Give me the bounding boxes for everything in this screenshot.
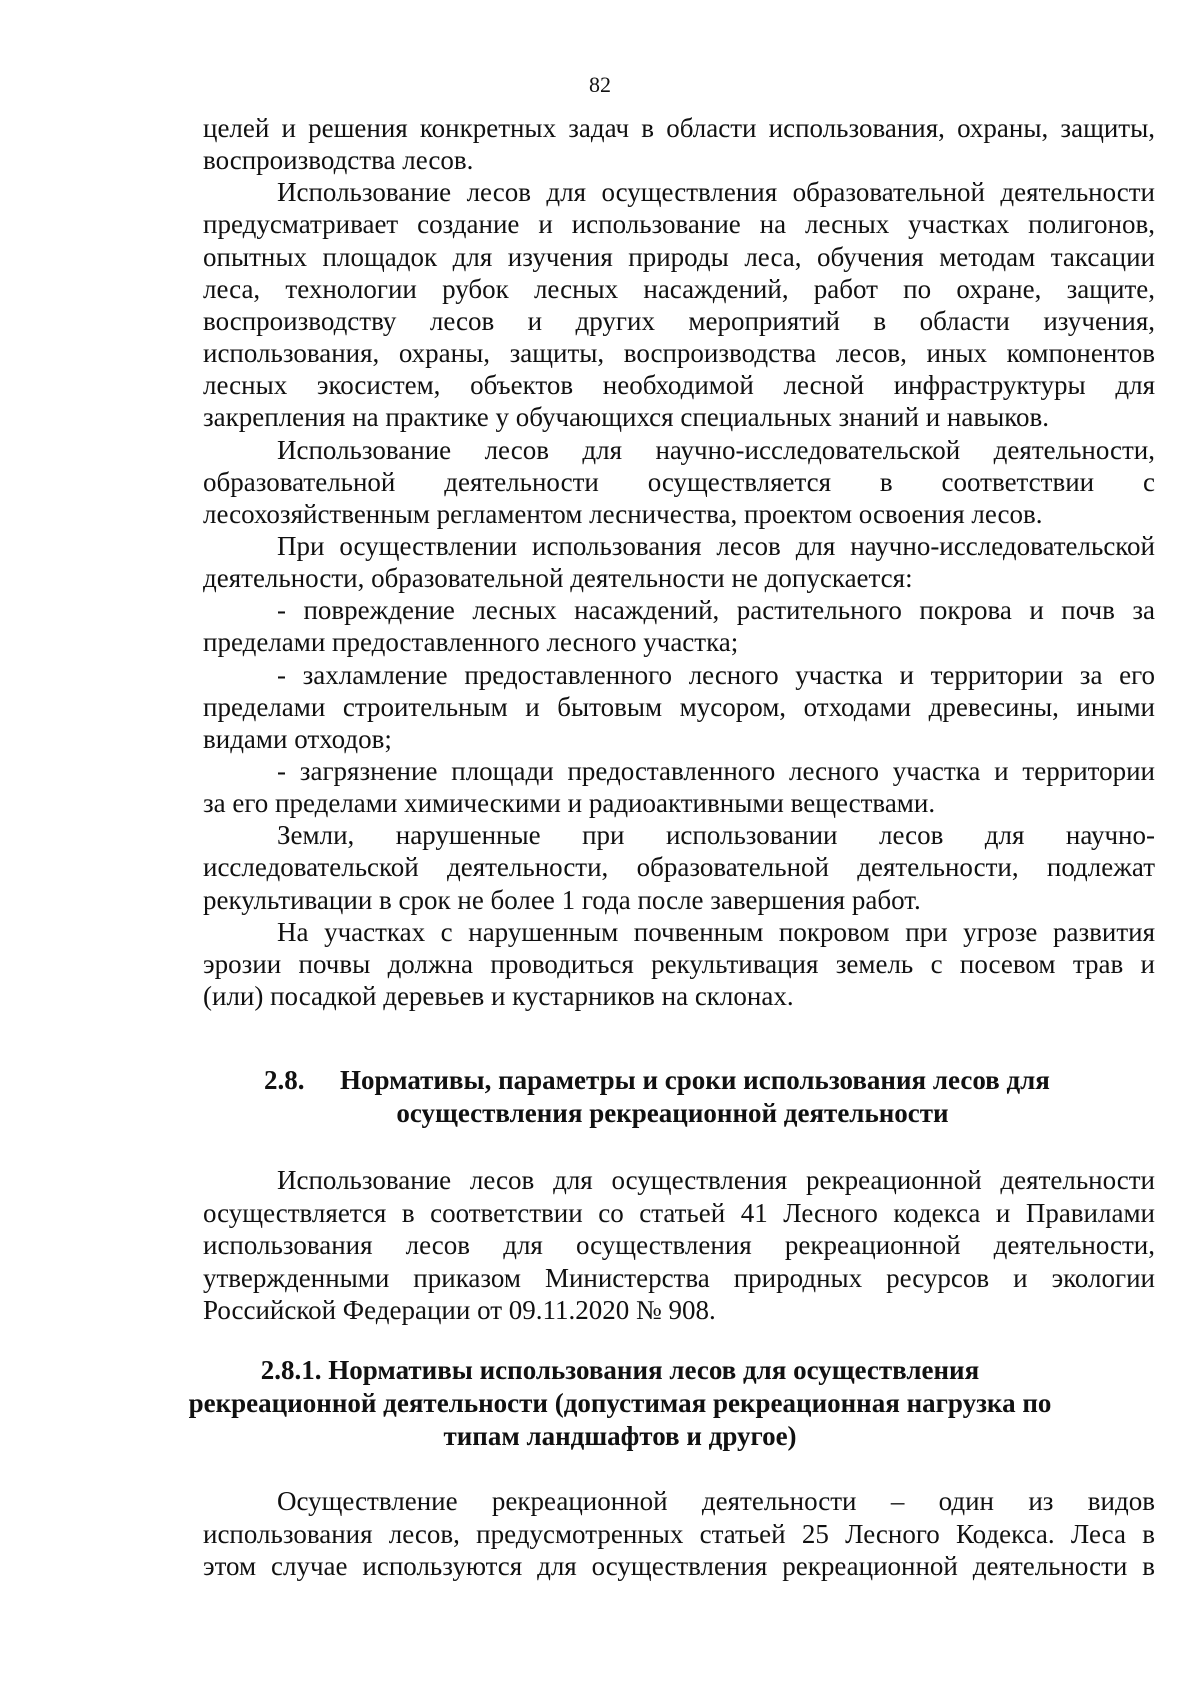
text-line: осуществляется в соответствии со статьей 41 Лесного кодекса и Правилами (203, 1197, 1155, 1228)
text-line: Земли, нарушенные при использовании лесов для научно- (277, 820, 1155, 851)
subsection-title-line1: 2.8.1. Нормативы использования лесов для осуществления (260, 1355, 980, 1385)
text-line: деятельности, образовательной деятельности не допускается: (203, 563, 913, 594)
text-line: этом случае используются для осуществления рекреационной деятельности в (203, 1551, 1155, 1581)
text-line: При осуществлении использования лесов для научно-исследовательской (277, 530, 1155, 561)
text-line: воспроизводству лесов и других мероприятий в области изучения, (203, 305, 1155, 336)
text-line: использования, охраны, защиты, воспроизводства лесов, иных компонентов (203, 338, 1155, 369)
text-line: использования лесов для осуществления рекреационной деятельности, (203, 1230, 1155, 1260)
text-line: - повреждение лесных насаждений, растительного покрова и почв за (277, 595, 1155, 626)
text-line: исследовательской деятельности, образовательной деятельности, подлежат (203, 852, 1155, 883)
text-line: видами отходов; (203, 723, 392, 754)
text-line: за его пределами химическими и радиоактивными веществами. (203, 788, 936, 819)
text-line: Использование лесов для научно-исследовательской деятельности, (277, 434, 1155, 465)
text-line: леса, технологии рубок лесных насаждений, работ по охране, защите, (203, 273, 1155, 304)
text-line: лесных экосистем, объектов необходимой лесной инфраструктуры для (203, 370, 1155, 401)
text-line: рекультивации в срок не более 1 года после завершения работ. (203, 884, 921, 915)
text-line: закрепления на практике у обучающихся специальных знаний и навыков. (203, 402, 1049, 433)
text-line: - захламление предоставленного лесного участка и территории за его (277, 659, 1155, 690)
text-line: опытных площадок для изучения природы леса, обучения методам таксации (203, 241, 1155, 272)
subsection-title-line3: типам ландшафтов и другое) (443, 1421, 797, 1451)
text-line: пределами строительным и бытовым мусором, отходами древесины, иными (203, 691, 1155, 722)
text-line: эрозии почвы должна проводиться рекультивация земель с посевом трав и (203, 948, 1155, 979)
page-number: 82 (589, 72, 611, 97)
text-line: (или) посадкой деревьев и кустарников на склонах. (203, 981, 794, 1012)
section-number: 2.8. (264, 1065, 305, 1095)
text-line: Использование лесов для осуществления рекреационной деятельности (277, 1165, 1155, 1195)
text-line: - загрязнение площади предоставленного лесного участка и территории (277, 756, 1155, 786)
text-line: образовательной деятельности осуществляется в соответствии с (203, 466, 1155, 497)
text-line: Российской Федерации от 09.11.2020 № 908. (203, 1295, 716, 1325)
text-line: предусматривает создание и использование на лесных участках полигонов, (203, 209, 1155, 240)
text-line: На участках с нарушенным почвенным покровом при угрозе развития (277, 916, 1155, 947)
text-line: утвержденными приказом Министерства природных ресурсов и экологии (203, 1262, 1155, 1293)
text-line: лесохозяйственным регламентом лесничества, проектом освоения лесов. (203, 498, 1043, 529)
text-line: использования лесов, предусмотренных статьей 25 Лесного Кодекса. Леса в (203, 1518, 1155, 1549)
text-line: Использование лесов для осуществления образовательной деятельности (277, 177, 1155, 208)
text-line: пределами предоставленного лесного участка; (203, 627, 739, 658)
text-line: целей и решения конкретных задач в области использования, охраны, защиты, (203, 113, 1155, 143)
text-line: воспроизводства лесов. (203, 145, 474, 176)
subsection-title-line2: рекреационной деятельности (допустимая рекреационная нагрузка по (188, 1388, 1052, 1418)
text-line: Осуществление рекреационной деятельности – один из видов (277, 1486, 1155, 1516)
section-title-line1: Нормативы, параметры и сроки использования лесов для (340, 1065, 1050, 1095)
section-title-line2: осуществления рекреационной деятельности (396, 1098, 949, 1128)
